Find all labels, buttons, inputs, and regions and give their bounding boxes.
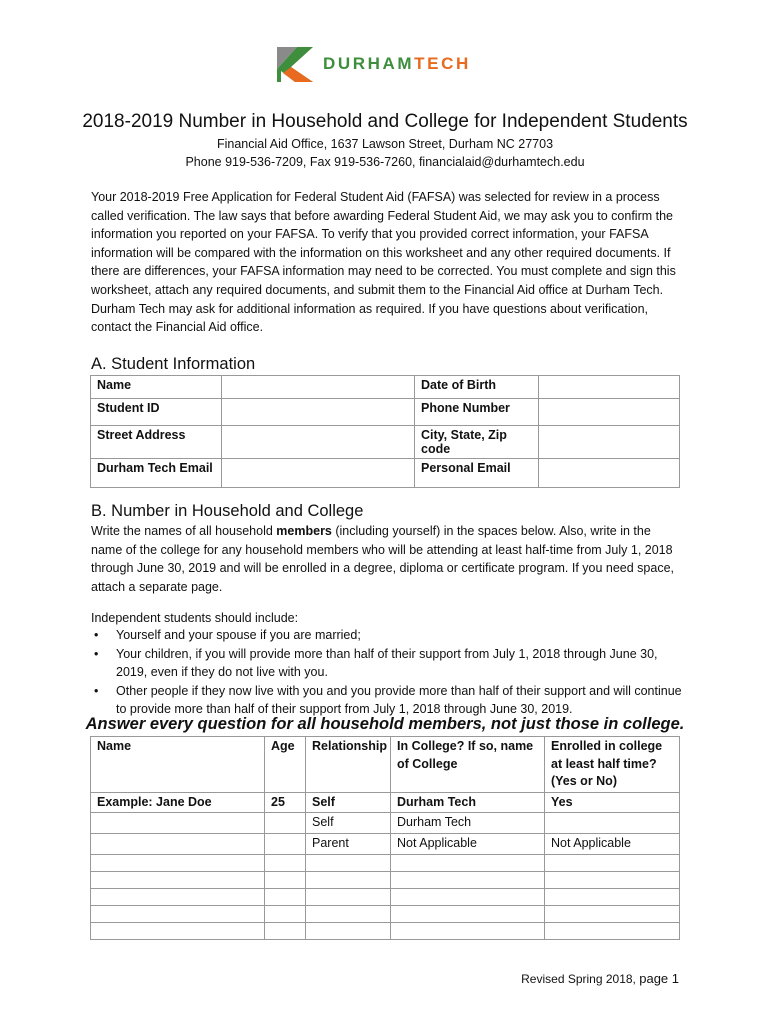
member-name[interactable]	[91, 888, 265, 905]
table-row	[91, 905, 680, 922]
list-item: • Your children, if you will provide more than half of their support from July 1, 2018 through June 30, 2019, even if they do not live with you.	[91, 645, 683, 682]
member-name[interactable]	[91, 833, 265, 854]
table-header-row	[91, 737, 680, 793]
table-row	[91, 399, 680, 426]
member-half-time[interactable]	[545, 905, 680, 922]
member-name[interactable]	[91, 854, 265, 871]
answer-note: Answer every question for all household members, not just those in college.	[85, 715, 685, 733]
instructions-text-start: Write the names of all household	[91, 524, 277, 538]
member-college[interactable]	[391, 854, 545, 871]
example-age: 25	[265, 792, 306, 813]
table-row	[91, 871, 680, 888]
city-state-zip-field[interactable]	[539, 426, 680, 459]
table-row	[91, 376, 680, 399]
member-college[interactable]	[391, 905, 545, 922]
office-address: Financial Aid Office, 1637 Lawson Street, Durham NC 27703	[216, 137, 554, 151]
name-field[interactable]	[222, 376, 415, 399]
household-table	[90, 736, 680, 940]
member-name[interactable]	[91, 922, 265, 939]
col-header-half-time: Enrolled in college at least half time? (Yes or No)	[545, 737, 680, 793]
page-footer	[521, 971, 679, 986]
member-half-time[interactable]: Not Applicable	[545, 833, 680, 854]
member-college[interactable]: Durham Tech	[391, 813, 545, 834]
phone-label: Phone Number	[415, 399, 539, 426]
durham-tech-logo-mark-icon	[277, 45, 313, 83]
member-name[interactable]	[91, 905, 265, 922]
member-age[interactable]	[265, 854, 306, 871]
example-name: Example: Jane Doe	[91, 792, 265, 813]
member-half-time[interactable]	[545, 888, 680, 905]
member-age[interactable]	[265, 888, 306, 905]
street-label: Street Address	[91, 426, 222, 459]
table-row	[91, 922, 680, 939]
intro-paragraph: Your 2018-2019 Free Application for Federal Student Aid (FAFSA) was selected for review in a process called verification. The law says that before awarding Federal Student Aid, we may ask you to confirm the information you reported on your FAFSA. To verify that you provided correct information, your FAFSA information will be compared with the information on this worksheet and any other required documents. If there are differences, your FAFSA information may need to be corrected. You must complete and sign this worksheet, attach any required documents, and submit them to the Financial Aid office at Durham Tech. Durham Tech may ask for additional information as required. If you have questions about verification, contact the Financial Aid office.	[91, 190, 676, 335]
student-id-label: Student ID	[91, 399, 222, 426]
student-id-field[interactable]	[222, 399, 415, 426]
member-age[interactable]	[265, 813, 306, 834]
section-b-instructions	[91, 522, 683, 596]
member-age[interactable]	[265, 905, 306, 922]
logo-word-durham: DURHAM	[323, 54, 415, 73]
dt-email-label: Durham Tech Email	[91, 459, 222, 488]
dob-field[interactable]	[539, 376, 680, 399]
member-half-time[interactable]	[545, 922, 680, 939]
table-row	[91, 426, 680, 459]
logo-word-tech: TECH	[414, 54, 471, 73]
personal-email-label: Personal Email	[415, 459, 539, 488]
personal-email-field[interactable]	[539, 459, 680, 488]
member-relationship[interactable]	[306, 905, 391, 922]
street-field[interactable]	[222, 426, 415, 459]
member-age[interactable]	[265, 871, 306, 888]
member-half-time[interactable]	[545, 813, 680, 834]
dt-email-field[interactable]	[222, 459, 415, 488]
list-item: • Other people if they now live with you and you provide more than half of their support and will continue to provide more than half of their support from July 1, 2018 through June 30, 2019.	[91, 682, 683, 719]
member-relationship[interactable]	[306, 871, 391, 888]
member-relationship[interactable]: Parent	[306, 833, 391, 854]
section-a-heading: A. Student Information	[91, 355, 256, 373]
instructions-text-end: (including yourself) in the spaces below. Also, write in the name of the college for any household members who will be attending at least half-time from July 1, 2018 through June 30, 2019 and will be enrolled in a degree, diploma or certificate program. If you need space, attach a separate page.	[91, 524, 675, 594]
example-row	[91, 792, 680, 813]
example-college: Durham Tech	[391, 792, 545, 813]
student-info-table	[90, 375, 680, 488]
logo-wordmark	[323, 54, 471, 74]
member-name[interactable]	[91, 813, 265, 834]
table-row	[91, 854, 680, 871]
name-label: Name	[91, 376, 222, 399]
table-row	[91, 459, 680, 488]
col-header-college: In College? If so, name of College	[391, 737, 545, 793]
member-college[interactable]	[391, 871, 545, 888]
include-list	[91, 626, 683, 719]
member-college[interactable]	[391, 888, 545, 905]
col-header-name: Name	[91, 737, 265, 793]
office-contact: Phone 919-536-7209, Fax 919-536-7260, financialaid@durhamtech.edu	[185, 155, 585, 169]
col-header-age: Age	[265, 737, 306, 793]
footer-revised: Revised Spring 2018,	[521, 972, 636, 986]
member-college[interactable]	[391, 922, 545, 939]
member-relationship[interactable]	[306, 922, 391, 939]
table-row	[91, 833, 680, 854]
include-intro: Independent students should include:	[91, 611, 299, 625]
page-title: 2018-2019 Number in Household and College for Independent Students	[82, 111, 688, 132]
example-half-time: Yes	[545, 792, 680, 813]
city-state-zip-label: City, State, Zip code	[415, 426, 539, 459]
member-age[interactable]	[265, 922, 306, 939]
dob-label: Date of Birth	[415, 376, 539, 399]
member-relationship[interactable]	[306, 888, 391, 905]
member-age[interactable]	[265, 833, 306, 854]
member-half-time[interactable]	[545, 854, 680, 871]
list-item: • Yourself and your spouse if you are married;	[91, 626, 683, 645]
instructions-bold-members: members	[276, 524, 332, 538]
durham-tech-logo	[277, 45, 497, 83]
phone-field[interactable]	[539, 399, 680, 426]
table-row	[91, 813, 680, 834]
member-relationship[interactable]	[306, 854, 391, 871]
footer-page-number: page 1	[639, 971, 679, 986]
member-half-time[interactable]	[545, 871, 680, 888]
member-name[interactable]	[91, 871, 265, 888]
col-header-relationship: Relationship	[306, 737, 391, 793]
member-relationship[interactable]: Self	[306, 813, 391, 834]
table-row	[91, 888, 680, 905]
section-b-heading: B. Number in Household and College	[91, 502, 364, 520]
example-relationship: Self	[306, 792, 391, 813]
member-college[interactable]: Not Applicable	[391, 833, 545, 854]
